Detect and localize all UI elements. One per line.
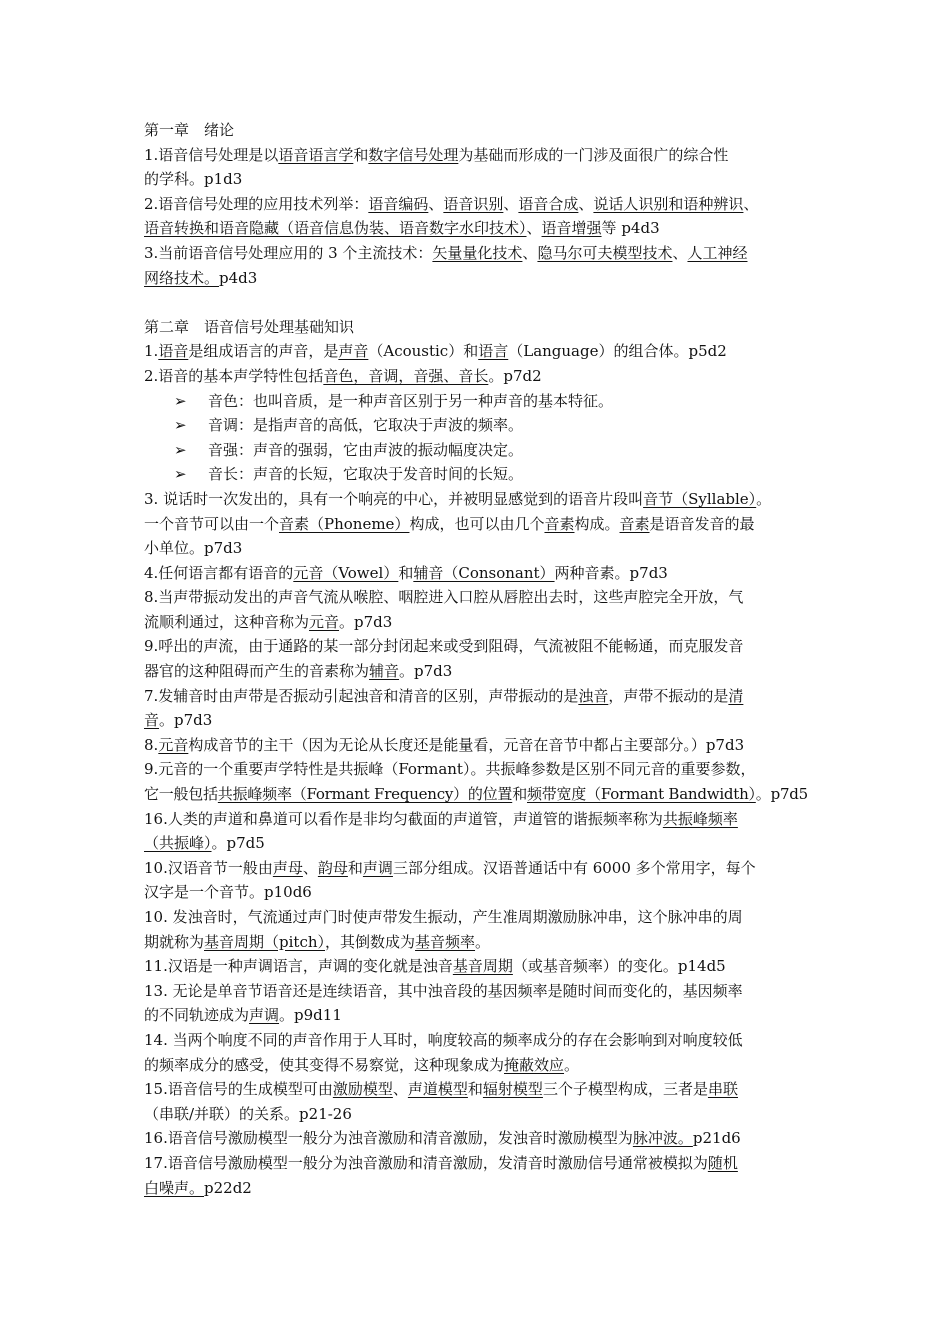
line-text: （Acoustic）和 (368, 342, 479, 361)
line-text: 9.呼出的声流，由于通路的某一部分封闭起来或受到阻碍，气流被阻不能畅通，而克服发音 (144, 637, 744, 656)
text-line (144, 1151, 808, 1176)
line-text: 的学科。p1d3 (144, 170, 243, 189)
text-line (144, 634, 808, 659)
line-text: 7.发辅音时由声带是否振动引起浊音和清音的区别，声带振动的是 (144, 686, 579, 705)
text-line (144, 930, 808, 955)
line-text: 第二章 语音信号处理基础知识 (144, 317, 355, 336)
underlined-term: 清 (728, 686, 744, 705)
line-text: ，其倒数成为 (325, 932, 416, 951)
line-text: 9.元音的一个重要声学特性是共振峰（Formant）。共振峰参数是区别不同元音的重要参数， (144, 760, 756, 779)
line-text: 。p9d11 (279, 1006, 342, 1025)
line-text: 。 (475, 932, 491, 951)
text-line (144, 1176, 808, 1201)
underlined-term: 语言 (478, 342, 509, 361)
bullet-item (144, 462, 808, 487)
document-body (144, 118, 808, 1200)
line-text: 小单位。p7d3 (144, 539, 243, 558)
line-text: 16.语音信号激励模型一般分为浊音激励和清音激励，发浊音时激励模型为 (144, 1129, 633, 1148)
underlined-term: 元音（Vowel） (293, 563, 399, 582)
line-text: 3. 说话时一次发出的，具有一个响亮的中心，并被明显感觉到的语音片段叫 (144, 489, 644, 508)
underlined-term: 浊音 (578, 686, 609, 705)
text-line (144, 266, 808, 291)
line-text: 是组成语言的声音，是 (188, 342, 339, 361)
line-text: 3.当前语音信号处理应用的 3 个主流技术： (144, 243, 433, 262)
line-text: 11.汉语是一种声调语言，声调的变化就是浊音 (144, 957, 453, 976)
line-text: 。p7d3 (339, 612, 393, 631)
underlined-term: 串联 (707, 1080, 738, 1099)
underlined-term: 基音周期 (452, 957, 513, 976)
arrowhead-bullet-icon: ➢ (174, 416, 187, 435)
text-line (144, 1077, 808, 1102)
line-text: 、 (392, 1080, 408, 1099)
line-text: 音强：声音的强弱，它由声波的振动幅度决定。 (208, 440, 524, 459)
line-text: 和 (512, 785, 527, 804)
underlined-term: 网络技术。 (144, 268, 220, 287)
text-line (144, 118, 808, 143)
line-text: 一个音节可以由一个 (144, 514, 280, 533)
text-line (144, 610, 808, 635)
line-text: 10.汉语音节一般由 (144, 858, 273, 877)
text-line (144, 241, 808, 266)
text-line (144, 684, 808, 709)
line-text: ，声带不振动的是 (608, 686, 729, 705)
line-text: 1. (144, 342, 159, 361)
underlined-term: 共振峰频率（Formant Frequency）的位置 (217, 785, 513, 804)
underlined-term: 人工神经 (687, 243, 748, 262)
line-text: 汉字是一个音节。p10d6 (144, 883, 312, 902)
underlined-term: 语音识别 (443, 194, 504, 213)
line-text: 。p7d5 (755, 785, 808, 804)
underlined-term: 音素（Phoneme） (279, 514, 410, 533)
line-text: 它一般包括 (144, 785, 218, 804)
text-line (144, 1102, 808, 1127)
text-line (144, 315, 808, 340)
underlined-term: 语音 (158, 342, 189, 361)
line-text: 、 (302, 858, 318, 877)
line-text: 13. 无论是单音节语音还是连续语音，其中浊音段的基因频率是随时间而变化的，基因频率 (144, 981, 743, 1000)
text-line (144, 364, 808, 389)
text-line (144, 979, 808, 1004)
line-text: 流顺利通过，这种音称为 (144, 612, 310, 631)
line-text: 为基础而形成的一门涉及面很广的综合性 (458, 145, 729, 164)
underlined-term: 基音周期（pitch） (204, 932, 326, 951)
line-text: 构成。 (574, 514, 620, 533)
bullet-item (144, 438, 808, 463)
line-text: 。p7d5 (211, 834, 265, 853)
underlined-term: 说话人识别和语种辨识 (593, 194, 744, 213)
line-text: p21d6 (692, 1129, 741, 1148)
underlined-term: 矢量量化技术 (432, 243, 523, 262)
text-line (144, 216, 808, 241)
text-line (144, 733, 808, 758)
line-text: 音调：是指声音的高低，它取决于声波的频率。 (208, 416, 524, 435)
line-text: 的频率成分的感受，使其变得不易察觉，这种现象成为 (144, 1055, 505, 1074)
underlined-term: 频带宽度（Formant Bandwidth） (527, 785, 756, 804)
underlined-term: 随机 (707, 1153, 738, 1172)
line-text: 。p7d3 (159, 711, 213, 730)
text-line (144, 757, 808, 782)
underlined-term: （共振峰） (144, 834, 212, 853)
line-text: 期就称为 (144, 932, 205, 951)
line-text: 和 (353, 145, 369, 164)
underlined-term: 白噪声。 (144, 1178, 205, 1197)
underlined-term: 基音频率 (415, 932, 476, 951)
line-text: 1.语音信号处理是以 (144, 145, 279, 164)
underlined-term: 音素 (544, 514, 575, 533)
blank-line (144, 290, 808, 315)
underlined-term: 辅音（Consonant） (413, 563, 555, 582)
bullet-item (144, 413, 808, 438)
line-text: 、 (743, 194, 759, 213)
underlined-term: 辅音 (369, 662, 400, 681)
line-text: 、 (526, 219, 542, 238)
underlined-term: 声母 (272, 858, 303, 877)
line-text: 。p7d3 (399, 662, 453, 681)
underlined-term: 音色，音调，音强、音长 (323, 366, 489, 385)
underlined-term: 元音 (158, 735, 189, 754)
arrowhead-bullet-icon: ➢ (174, 440, 187, 459)
text-line (144, 339, 808, 364)
line-text: 。 (564, 1055, 580, 1074)
underlined-term: 声音 (338, 342, 369, 361)
line-text: 两种音素。p7d3 (554, 563, 668, 582)
underlined-term: 声调 (362, 858, 393, 877)
text-line (144, 954, 808, 979)
underlined-term: 脉冲波。 (632, 1129, 693, 1148)
underlined-term: 元音 (309, 612, 340, 631)
underlined-term: 语音合成 (518, 194, 579, 213)
line-text: 构成，也可以由几个 (409, 514, 545, 533)
underlined-term: 音 (144, 711, 160, 730)
line-text: 4.任何语言都有语音的 (144, 563, 294, 582)
underlined-term: 激励模型 (332, 1080, 393, 1099)
text-line (144, 536, 808, 561)
line-text: （Language）的组合体。p5d2 (508, 342, 727, 361)
line-text: 8.当声带振动发出的声音气流从喉腔、咽腔进入口腔从唇腔出去时，这些声腔完全开放，气 (144, 588, 744, 607)
line-text: 音长：声音的长短，它取决于发音时间的长短。 (208, 465, 524, 484)
line-text: 、 (578, 194, 594, 213)
line-text: 等 p4d3 (601, 219, 660, 238)
text-line (144, 167, 808, 192)
underlined-term: 音节（Syllable） (643, 489, 757, 508)
text-line (144, 659, 808, 684)
underlined-term: 掩蔽效应 (504, 1055, 565, 1074)
text-line (144, 512, 808, 537)
line-text: 和 (398, 563, 414, 582)
line-text: 三个子模型构成，三者是 (542, 1080, 708, 1099)
underlined-term: 辐射模型 (482, 1080, 543, 1099)
text-line (144, 1003, 808, 1028)
underlined-term: 隐马尔可夫模型技术 (537, 243, 673, 262)
text-line (144, 782, 808, 807)
line-text: 音色：也叫音质，是一种声音区别于另一种声音的基本特征。 (208, 391, 614, 410)
line-text: p4d3 (219, 268, 258, 287)
line-text: 15.语音信号的生成模型可由 (144, 1080, 333, 1099)
underlined-term: 语音语言学 (278, 145, 354, 164)
text-line (144, 1053, 808, 1078)
text-line (144, 1126, 808, 1151)
line-text: 8. (144, 735, 159, 754)
underlined-term: 语音编码 (368, 194, 429, 213)
line-text: p22d2 (204, 1178, 252, 1197)
text-line (144, 856, 808, 881)
underlined-term: 声道模型 (407, 1080, 468, 1099)
underlined-term: 音素 (619, 514, 650, 533)
line-text: 器官的这种阻碍而产生的音素称为 (144, 662, 370, 681)
line-text: 14. 当两个响度不同的声音作用于人耳时，响度较高的频率成分的存在会影响到对响度较低 (144, 1030, 743, 1049)
text-line (144, 1028, 808, 1053)
line-text: 17.语音信号激励模型一般分为浊音激励和清音激励，发清音时激励信号通常被模拟为 (144, 1153, 708, 1172)
text-line (144, 807, 808, 832)
line-text: 10. 发浊音时，气流通过声门时使声带发生振动，产生准周期激励脉冲串，这个脉冲串的周 (144, 908, 743, 926)
underlined-term: 声调 (249, 1006, 280, 1025)
line-text: 构成音节的主干（因为无论从长度还是能量看，元音在音节中都占主要部分。）p7d3 (188, 735, 745, 754)
text-line (144, 143, 808, 168)
text-line (144, 880, 808, 905)
line-text: 是语音发音的最 (649, 514, 755, 533)
text-line (144, 905, 808, 930)
arrowhead-bullet-icon: ➢ (174, 391, 187, 410)
line-text: 、 (522, 243, 538, 262)
line-text: 。p7d2 (488, 366, 542, 385)
arrowhead-bullet-icon: ➢ (174, 465, 187, 484)
line-text: 和 (347, 858, 363, 877)
text-line (144, 831, 808, 856)
underlined-term: 共振峰频率 (662, 809, 738, 828)
line-text: （串联/并联）的关系。p21-26 (144, 1104, 352, 1123)
line-text: 16.人类的声道和鼻道可以看作是非均匀截面的声道管，声道管的谐振频率称为 (144, 809, 663, 828)
line-text: 三部分组成。汉语普通话中有 6000 多个常用字，每个 (392, 858, 756, 877)
line-text: 2.语音的基本声学特性包括 (144, 366, 324, 385)
underlined-term: 语音转换和语音隐藏（语音信息伪装、语音数字水印技术） (144, 219, 527, 238)
underlined-term: 数字信号处理 (368, 145, 459, 164)
line-text: 2.语音信号处理的应用技术列举： (144, 194, 369, 213)
line-text: （或基音频率）的变化。p14d5 (512, 957, 726, 976)
bullet-item (144, 389, 808, 414)
text-line (144, 487, 808, 512)
line-text: 。 (756, 489, 772, 508)
line-text: 、 (428, 194, 444, 213)
underlined-term: 韵母 (317, 858, 348, 877)
line-text: 、 (672, 243, 688, 262)
text-line (144, 192, 808, 217)
line-text: 和 (467, 1080, 483, 1099)
line-text: 、 (503, 194, 519, 213)
line-text: 第一章 绪论 (144, 121, 235, 139)
text-line (144, 561, 808, 586)
line-text: 的不同轨迹成为 (144, 1006, 250, 1025)
text-line (144, 708, 808, 733)
text-line (144, 585, 808, 610)
underlined-term: 语音增强 (541, 219, 602, 238)
